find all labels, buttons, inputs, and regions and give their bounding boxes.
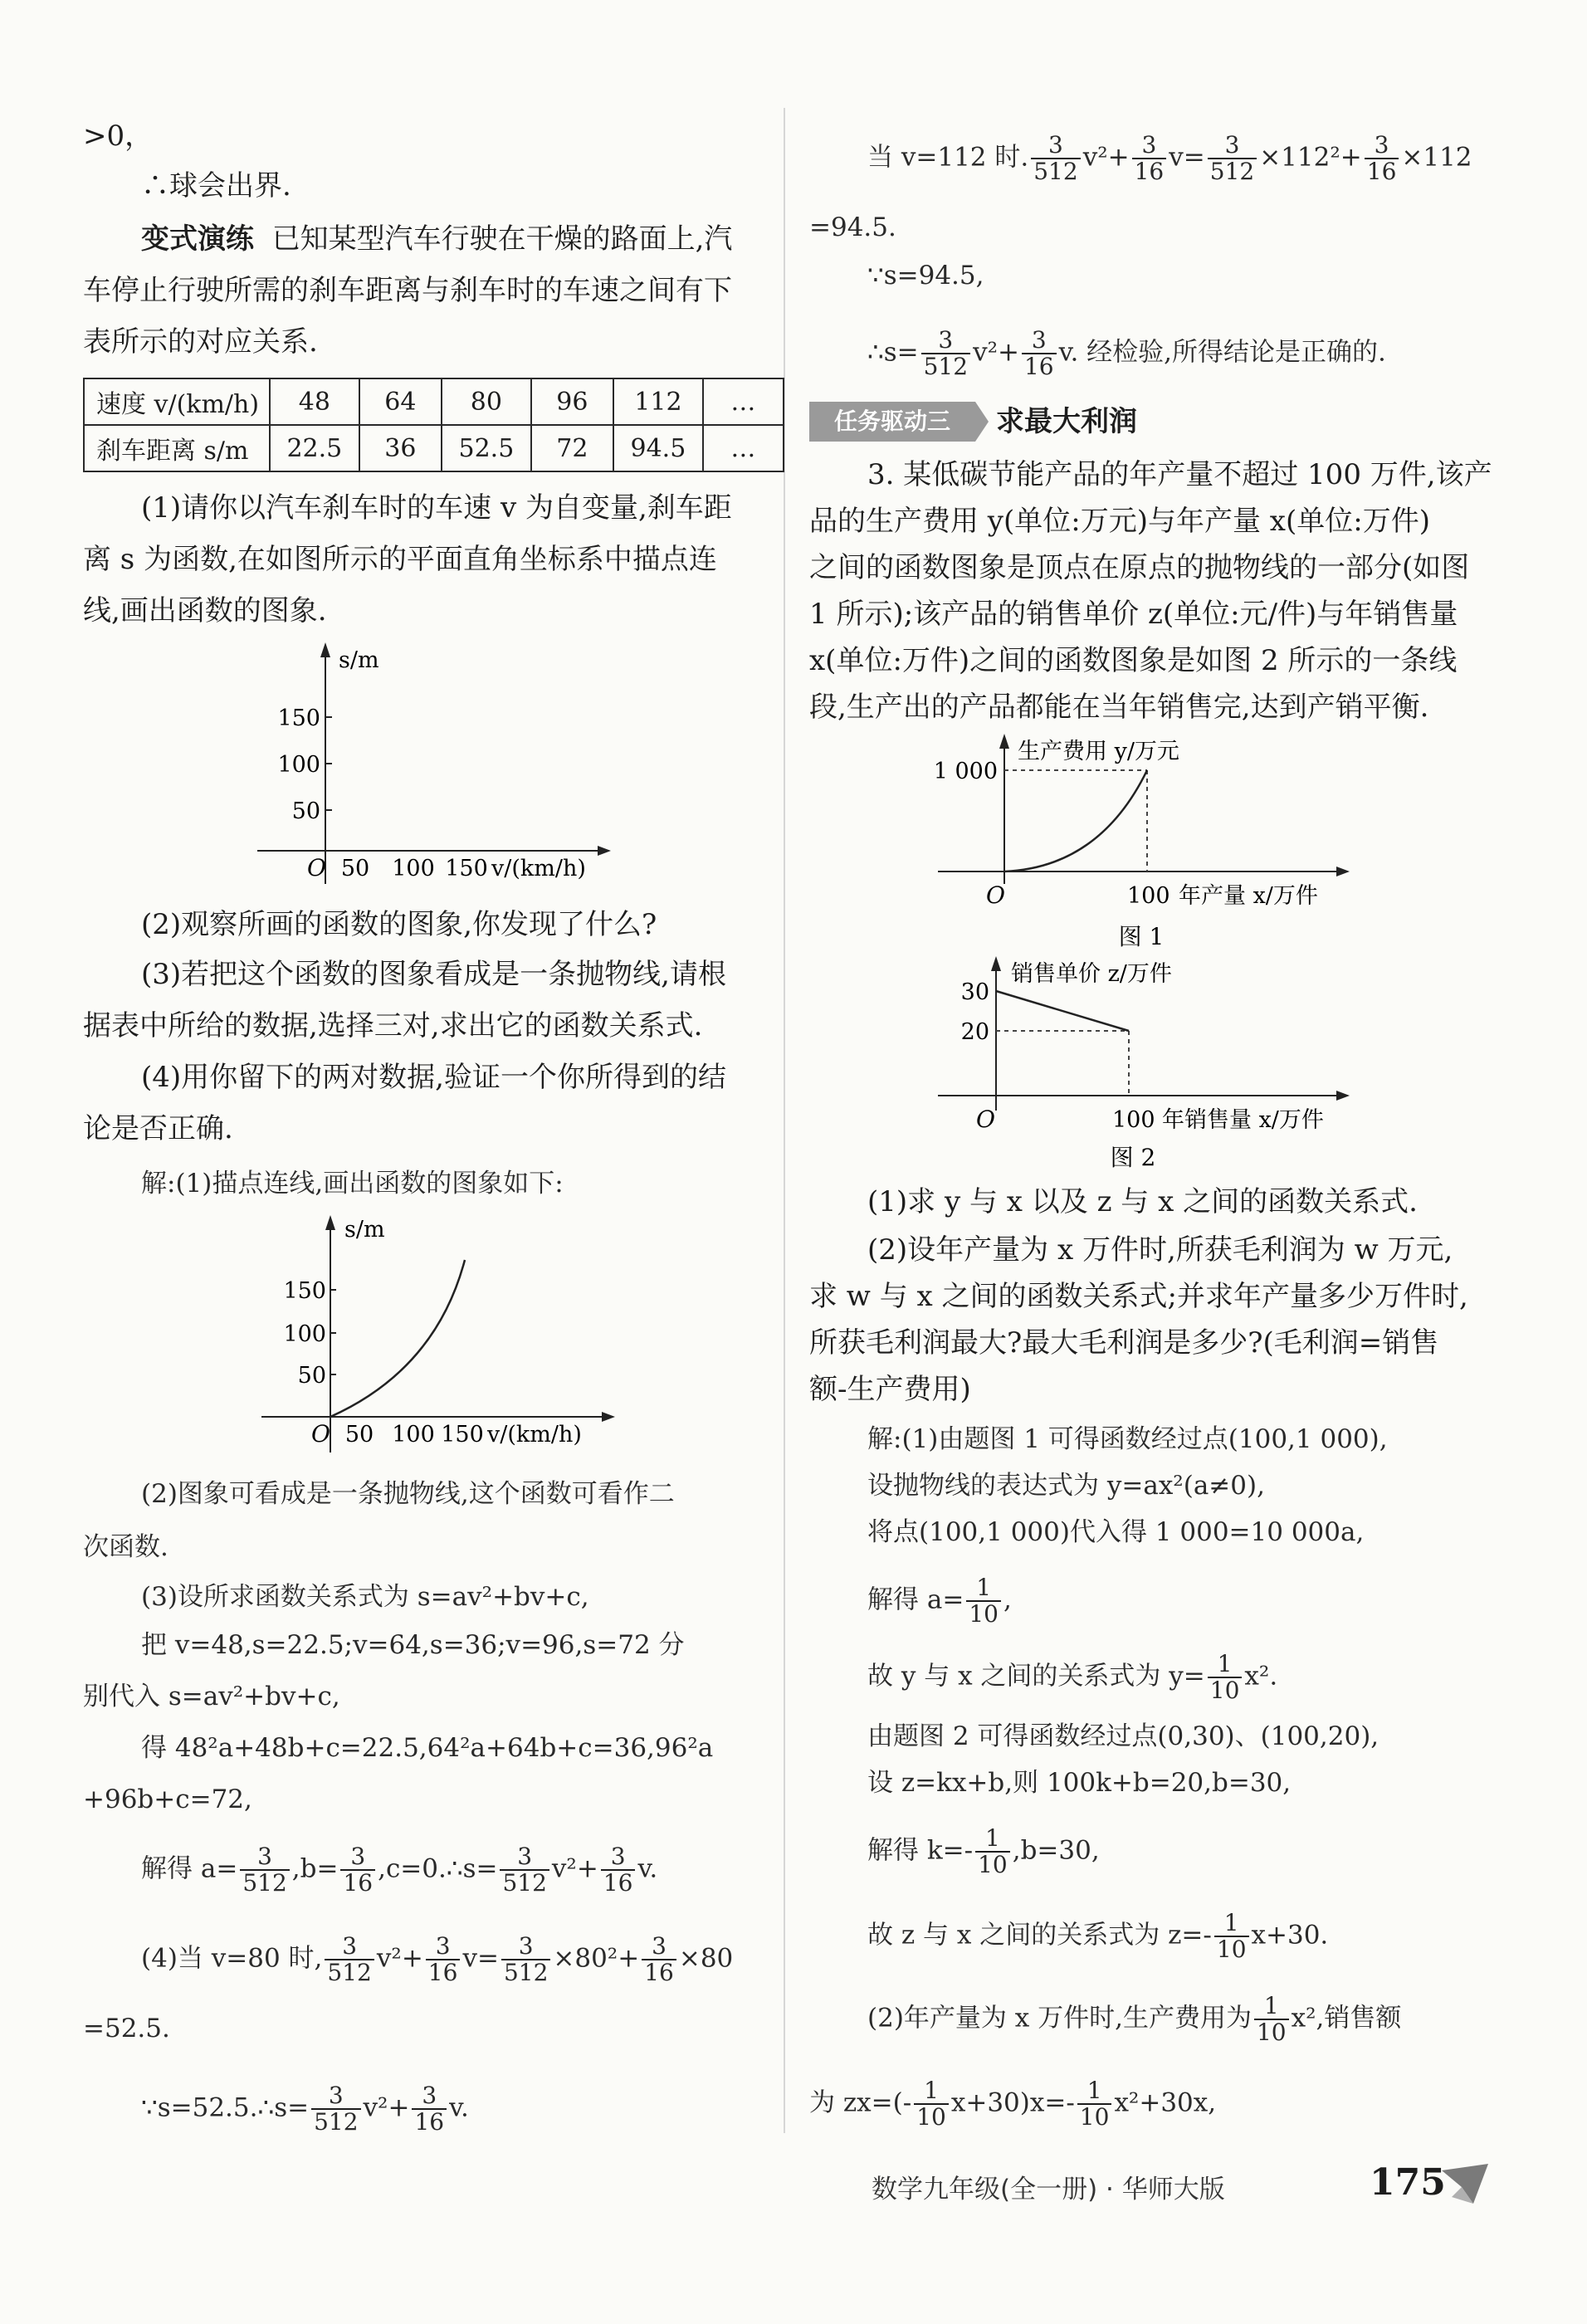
numerator: 3 bbox=[412, 2083, 447, 2110]
fraction bbox=[240, 1844, 289, 1896]
numerator: 3 bbox=[325, 1934, 374, 1960]
text-line: (1)请你以汽车刹车时的车速 v 为自变量,刹车距 bbox=[141, 491, 732, 525]
denominator: 512 bbox=[923, 353, 969, 380]
x-axis-label: 年销售量 x/万件 bbox=[1162, 1107, 1324, 1133]
fraction bbox=[340, 1844, 375, 1896]
text-span: v²+ bbox=[973, 337, 1019, 368]
fraction bbox=[921, 328, 970, 379]
numerator: 1 bbox=[1208, 1652, 1243, 1678]
text-span: v²+ bbox=[1082, 142, 1130, 173]
denominator: 16 bbox=[343, 1869, 374, 1897]
numerator: 3 bbox=[601, 1844, 636, 1871]
text-span: 故 y 与 x 之间的关系式为 y= bbox=[867, 1661, 1205, 1692]
text-span: ,c=0.∴s= bbox=[378, 1853, 498, 1884]
denominator: 10 bbox=[916, 2103, 946, 2131]
text-span: v²+ bbox=[363, 2092, 410, 2123]
solution-line: =94.5. bbox=[809, 212, 896, 242]
denominator: 10 bbox=[1216, 1936, 1247, 1963]
text-span: v= bbox=[462, 1943, 499, 1974]
parabola-graph bbox=[253, 1212, 618, 1457]
y-tick-label: 100 bbox=[277, 752, 320, 778]
origin-label: O bbox=[976, 1106, 995, 1133]
denominator: 512 bbox=[327, 1959, 372, 1986]
solution-line: (3)设所求函数关系式为 s=av²+bv+c, bbox=[141, 1582, 589, 1612]
parabola-curve bbox=[330, 1260, 465, 1417]
fraction bbox=[501, 1934, 550, 1985]
table-header-speed: 速度 v/(km/h) bbox=[84, 378, 270, 425]
table-cell: 94.5 bbox=[613, 425, 702, 471]
text-line: 据表中所给的数据,选择三对,求出它的函数关系式. bbox=[83, 1009, 703, 1042]
text-line: 3. 某低碳节能产品的年产量不超过 100 万件,该产 bbox=[867, 458, 1492, 491]
numerator: 3 bbox=[1031, 133, 1080, 159]
y-axis-label: 销售单价 z/万件 bbox=[1011, 961, 1172, 987]
text-line: >0， bbox=[83, 120, 154, 153]
denominator: 512 bbox=[502, 1869, 547, 1897]
solution-line bbox=[141, 1934, 733, 1985]
task-title: 求最大利润 bbox=[996, 405, 1137, 438]
solution-line bbox=[867, 1911, 1328, 1962]
table-cell: 80 bbox=[442, 378, 530, 425]
x-axis-arrow-icon bbox=[602, 1412, 615, 1422]
x-tick-label: 150 bbox=[445, 856, 488, 881]
numerator: 3 bbox=[921, 328, 970, 354]
numerator: 3 bbox=[1022, 328, 1057, 354]
x-tick-label: 100 bbox=[1112, 1107, 1155, 1133]
denominator: 16 bbox=[427, 1959, 458, 1986]
fraction bbox=[966, 1575, 1001, 1627]
table-row bbox=[84, 425, 784, 471]
y-axis-label: s/m bbox=[339, 647, 379, 673]
solution-line: 设 z=kx+b,则 100k+b=20,b=30, bbox=[867, 1768, 1292, 1798]
text-line: (4)用你留下的两对数据,验证一个你所得到的结 bbox=[141, 1061, 726, 1094]
denominator: 16 bbox=[603, 1869, 633, 1897]
y-axis-arrow-icon bbox=[320, 642, 330, 657]
text-line: 线,画出函数的图象. bbox=[83, 594, 327, 627]
text-span: x²,销售额 bbox=[1291, 2003, 1402, 2034]
solution-line: 解:(1)由题图 1 可得函数经过点(100,1 000), bbox=[867, 1424, 1388, 1454]
text-line: (2)观察所画的函数的图象,你发现了什么? bbox=[141, 908, 657, 941]
numerator: 3 bbox=[426, 1934, 461, 1960]
y-axis-arrow-icon bbox=[999, 734, 1009, 749]
y-tick-label: 50 bbox=[291, 798, 320, 824]
text-span: 解得 a= bbox=[867, 1584, 964, 1615]
text-line: (2)设年产量为 x 万件时,所获毛利润为 w 万元, bbox=[867, 1233, 1453, 1267]
denominator: 512 bbox=[1033, 158, 1078, 185]
table-cell: 112 bbox=[613, 378, 702, 425]
x-axis-label: v/(km/h) bbox=[491, 856, 586, 881]
x-axis-label: 年产量 x/万件 bbox=[1179, 883, 1318, 909]
fraction bbox=[642, 1934, 676, 1985]
origin-label: O bbox=[307, 854, 326, 881]
fraction bbox=[1077, 2078, 1112, 2130]
x-tick-label: 100 bbox=[1127, 883, 1170, 909]
numerator: 3 bbox=[500, 1844, 549, 1871]
fraction bbox=[1022, 328, 1057, 379]
x-axis-label: v/(km/h) bbox=[487, 1422, 582, 1448]
variant-label: 变式演练 bbox=[141, 222, 254, 256]
solution-line: 得 48²a+48b+c=22.5,64²a+64b+c=36,96²a bbox=[141, 1733, 714, 1763]
solution-line: 将点(100,1 000)代入得 1 000=10 000a, bbox=[867, 1517, 1365, 1547]
text-line: 之间的函数图象是顶点在原点的抛物线的一部分(如图 bbox=[809, 551, 1470, 584]
page-number: 175 bbox=[1370, 2161, 1446, 2204]
y-tick-label: 150 bbox=[283, 1278, 326, 1304]
table-cell: 52.5 bbox=[442, 425, 530, 471]
task-banner: 任务驱动三 bbox=[809, 402, 975, 442]
text-span: v²+ bbox=[376, 1943, 423, 1974]
text-line: 额-生产费用) bbox=[809, 1373, 971, 1406]
fraction bbox=[975, 1826, 1010, 1877]
fraction bbox=[1031, 133, 1080, 184]
table-header-distance: 刹车距离 s/m bbox=[84, 425, 270, 471]
x-tick-label: 50 bbox=[344, 1422, 374, 1448]
solution-line: (2)图象可看成是一条抛物线,这个函数可看作二 bbox=[141, 1479, 675, 1509]
text-span: x²+30x, bbox=[1114, 2087, 1217, 2118]
cost-curve bbox=[1004, 770, 1147, 872]
y-tick-label: 20 bbox=[960, 1019, 989, 1045]
text-span: ×80²+ bbox=[553, 1943, 640, 1974]
table-cell: 48 bbox=[270, 378, 359, 425]
text-line: 段,生产出的产品都能在当年销售完,达到产销平衡. bbox=[809, 691, 1429, 724]
text-line: (1)求 y 与 x 以及 z 与 x 之间的函数关系式. bbox=[867, 1185, 1418, 1218]
solution-line bbox=[867, 1652, 1277, 1703]
table-cell: 22.5 bbox=[270, 425, 359, 471]
table-row bbox=[84, 378, 784, 425]
speed-distance-table bbox=[83, 378, 784, 472]
denominator: 16 bbox=[644, 1959, 674, 1986]
text-span: 故 z 与 x 之间的关系式为 z=- bbox=[867, 1920, 1212, 1950]
text-line: 离 s 为函数,在如图所示的平面直角坐标系中描点连 bbox=[83, 543, 717, 576]
denominator: 512 bbox=[503, 1959, 549, 1986]
text-line: 1 所示);该产品的销售单价 z(单位:元/件)与年销售量 bbox=[809, 598, 1458, 631]
x-tick-label: 100 bbox=[392, 856, 435, 881]
text-line: 论是否正确. bbox=[83, 1112, 233, 1145]
text-span: ×80 bbox=[678, 1943, 734, 1974]
text-span: v. bbox=[637, 1853, 658, 1884]
table-cell: 36 bbox=[359, 425, 442, 471]
text-span: ,b= bbox=[291, 1853, 339, 1884]
table-cell: 96 bbox=[531, 378, 614, 425]
figure-caption: 图 1 bbox=[1118, 923, 1165, 950]
numerator: 3 bbox=[1208, 133, 1257, 159]
denominator: 10 bbox=[1079, 2103, 1110, 2131]
solution-line bbox=[141, 2083, 469, 2135]
text-span: x². bbox=[1244, 1661, 1278, 1692]
empty-axes-graph bbox=[249, 639, 614, 888]
text-line: 所获毛利润最大?最大毛利润是多少?(毛利润=销售 bbox=[809, 1326, 1439, 1360]
text-span: 解得 k=- bbox=[867, 1835, 974, 1866]
denominator: 10 bbox=[978, 1851, 1008, 1878]
fraction bbox=[1254, 1994, 1289, 2045]
x-tick-label: 150 bbox=[441, 1422, 484, 1448]
text-span: v= bbox=[1169, 142, 1205, 173]
fraction bbox=[1208, 133, 1257, 184]
text-span: (2)年产量为 x 万件时,生产费用为 bbox=[867, 2003, 1252, 2034]
solution-line: 别代入 s=av²+bv+c, bbox=[83, 1682, 340, 1711]
fraction bbox=[914, 2078, 949, 2130]
text-line: 表所示的对应关系. bbox=[83, 325, 318, 359]
text-line bbox=[141, 219, 732, 259]
numerator: 3 bbox=[240, 1844, 289, 1871]
solution-line: 由题图 2 可得函数经过点(0,30)、(100,20), bbox=[867, 1721, 1379, 1751]
text-span: x+30. bbox=[1251, 1920, 1329, 1950]
text-span: v. 经检验,所得结论是正确的. bbox=[1058, 337, 1386, 368]
table-cell: … bbox=[703, 425, 784, 471]
text-line: 品的生产费用 y(单位:万元)与年产量 x(单位:万件) bbox=[809, 505, 1430, 538]
text-span: ∵s=52.5.∴s= bbox=[141, 2092, 310, 2123]
denominator: 16 bbox=[1366, 158, 1397, 185]
text-line: 车停止行驶所需的刹车距离与刹车时的车速之间有下 bbox=[83, 274, 732, 307]
text-span: ×112 bbox=[1401, 142, 1472, 173]
denominator: 10 bbox=[1209, 1677, 1240, 1704]
numerator: 1 bbox=[975, 1826, 1010, 1853]
denominator: 10 bbox=[1256, 2019, 1287, 2046]
numerator: 3 bbox=[340, 1844, 375, 1871]
text-span: 当 v=112 时. bbox=[867, 142, 1029, 173]
y-axis-label: s/m bbox=[344, 1217, 385, 1243]
text-span: 解得 a= bbox=[141, 1853, 238, 1884]
y-tick-label: 50 bbox=[297, 1363, 326, 1389]
denominator: 512 bbox=[242, 1869, 287, 1897]
text-span: x+30)x=- bbox=[950, 2087, 1075, 2118]
y-axis-label: 生产费用 y/万元 bbox=[1018, 739, 1179, 764]
x-axis-arrow-icon bbox=[598, 846, 611, 856]
table-cell: … bbox=[703, 378, 784, 425]
solution-line bbox=[867, 1575, 1012, 1627]
denominator: 512 bbox=[1209, 158, 1255, 185]
y-tick-label: 100 bbox=[283, 1321, 326, 1347]
text-span: ,b=30, bbox=[1012, 1835, 1100, 1866]
text-span: v. bbox=[449, 2092, 469, 2123]
fraction bbox=[500, 1844, 549, 1896]
numerator: 3 bbox=[642, 1934, 676, 1960]
text-span: , bbox=[1003, 1584, 1012, 1615]
fraction bbox=[601, 1844, 636, 1896]
fraction bbox=[325, 1934, 374, 1985]
y-tick-label: 30 bbox=[960, 979, 989, 1005]
solution-line bbox=[867, 328, 1386, 379]
fraction bbox=[1208, 1652, 1243, 1703]
numerator: 1 bbox=[1254, 1994, 1289, 2020]
solution-line: 解:(1)描点连线,画出函数的图象如下: bbox=[141, 1169, 564, 1199]
figure-caption: 图 2 bbox=[1110, 1144, 1156, 1171]
origin-label: O bbox=[311, 1420, 330, 1448]
solution-line: 次函数. bbox=[83, 1532, 168, 1562]
x-axis-arrow-icon bbox=[1336, 1091, 1350, 1101]
text-span: ×112²+ bbox=[1259, 142, 1362, 173]
text-line: x(单位:万件)之间的函数图象是如图 2 所示的一条线 bbox=[809, 644, 1458, 677]
numerator: 1 bbox=[966, 1575, 1001, 1602]
table-cell: 72 bbox=[531, 425, 614, 471]
y-axis-arrow-icon bbox=[991, 956, 1001, 971]
page-corner-icon bbox=[1440, 2162, 1490, 2208]
text-span: (4)当 v=80 时, bbox=[141, 1943, 323, 1974]
banner-arrow-icon bbox=[975, 402, 989, 442]
solution-line: ∵s=94.5, bbox=[867, 261, 984, 290]
y-axis-arrow-icon bbox=[325, 1215, 335, 1230]
denominator: 10 bbox=[969, 1600, 999, 1628]
price-segment bbox=[996, 991, 1129, 1031]
book-title: 数学九年级(全一册) · 华师大版 bbox=[872, 2175, 1225, 2204]
text-line: 求 w 与 x 之间的函数关系式;并求年产量多少万件时, bbox=[809, 1280, 1468, 1313]
y-tick-label: 1 000 bbox=[933, 759, 998, 784]
text-span: 已知某型汽车行驶在干燥的路面上,汽 bbox=[271, 222, 733, 256]
figure-1-production-cost bbox=[921, 730, 1403, 963]
solution-line: 设抛物线的表达式为 y=ax²(a≠0), bbox=[867, 1471, 1265, 1501]
origin-label: O bbox=[986, 881, 1005, 909]
solution-line bbox=[809, 2078, 1216, 2130]
solution-line bbox=[867, 133, 1472, 184]
fraction bbox=[1214, 1911, 1249, 1962]
denominator: 16 bbox=[1023, 353, 1054, 380]
numerator: 1 bbox=[1077, 2078, 1112, 2105]
solution-line bbox=[867, 1826, 1100, 1877]
x-axis-arrow-icon bbox=[1336, 867, 1350, 876]
fraction bbox=[1132, 133, 1167, 184]
numerator: 3 bbox=[1132, 133, 1167, 159]
text-span: 为 zx=(- bbox=[809, 2087, 912, 2118]
x-tick-label: 100 bbox=[392, 1422, 435, 1448]
solution-line: =52.5. bbox=[83, 2014, 170, 2043]
solution-line: 把 v=48,s=22.5;v=64,s=36;v=96,s=72 分 bbox=[141, 1630, 685, 1660]
table-cell: 64 bbox=[359, 378, 442, 425]
numerator: 1 bbox=[914, 2078, 949, 2105]
text-line: (3)若把这个函数的图象看成是一条抛物线,请根 bbox=[141, 958, 726, 991]
solution-line bbox=[141, 1844, 657, 1896]
numerator: 1 bbox=[1214, 1911, 1249, 1937]
numerator: 3 bbox=[1365, 133, 1399, 159]
fraction bbox=[311, 2083, 360, 2135]
text-span: ∴s= bbox=[867, 337, 919, 368]
solution-line bbox=[867, 1994, 1401, 2045]
fraction bbox=[412, 2083, 447, 2135]
fraction bbox=[1365, 133, 1399, 184]
denominator: 16 bbox=[414, 2108, 445, 2136]
y-tick-label: 150 bbox=[277, 706, 320, 731]
x-tick-label: 50 bbox=[340, 856, 370, 881]
text-line: ∴球会出界. bbox=[141, 169, 291, 203]
fraction bbox=[426, 1934, 461, 1985]
denominator: 512 bbox=[314, 2108, 359, 2136]
numerator: 3 bbox=[311, 2083, 360, 2110]
figure-2-unit-price bbox=[921, 953, 1403, 1181]
text-span: v²+ bbox=[551, 1853, 598, 1884]
numerator: 3 bbox=[501, 1934, 550, 1960]
solution-line: +96b+c=72, bbox=[83, 1784, 252, 1814]
denominator: 16 bbox=[1134, 158, 1165, 185]
